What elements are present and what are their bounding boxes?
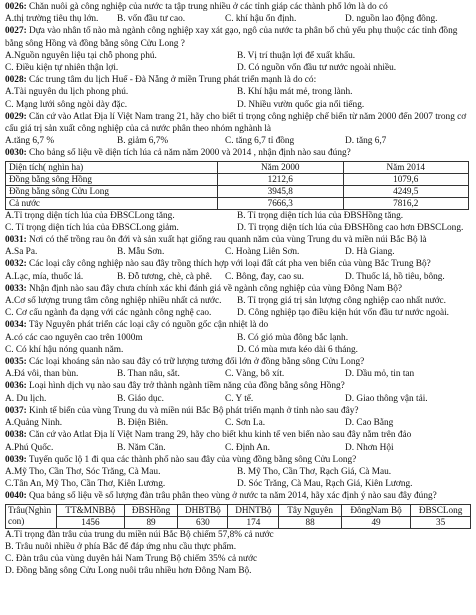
answer-option-b[interactable]: B. giảm 6,7% [117,136,169,147]
table-cell: 174 [228,516,279,528]
question-27 [5,25,471,74]
table-header-cell: Diện tích( nghìn ha) [6,161,218,173]
table-header-cell: Năm 2014 [343,161,469,173]
answer-option-c[interactable]: C. Mạng lưới sông ngòi dày đặc. [5,99,128,110]
answer-option-b[interactable]: B. vốn đầu tư cao. [117,14,186,25]
exam-page [5,0,471,577]
table-header-cell: Tây Nguyên [279,504,341,516]
answer-option-c[interactable]: C. Sơn La. [225,418,266,429]
answer-option-c[interactable]: C.Tân An, Mỹ Tho, Cần Thơ, Kiên Lương. [5,479,166,490]
answer-option-c[interactable]: C. Có khí hậu nóng quanh năm. [5,344,124,355]
question-number: 0040: [5,491,27,502]
question-number: 0039: [5,454,27,465]
question-number: 0034: [5,320,27,331]
table-row-header: Trâu(Nghìn con) [6,504,57,528]
question-number: 0035: [5,357,27,368]
answer-option-b[interactable]: B. Năm Căn. [117,442,166,453]
rice-area-table [5,161,469,210]
answer-option-d[interactable]: D. Giao thông vận tải. [345,393,428,404]
answer-option-c[interactable]: C. Vàng, bô xít. [225,369,285,380]
answer-option-c[interactable]: C. Hoàng Liên Sơn. [225,247,300,258]
answer-option-d[interactable]: D. Công nghiệp tạo điều kiện hút vốn đầu tư nước ngoài. [237,308,450,319]
question-text: Nhận định nào sau đây chưa chính xác khi đánh giá về ngành công nghiệp của vùng Đông Nam Bộ? [29,283,402,294]
question-text: Dựa vào nhân tố nào mà ngành công nghiệp xay xát gạo, ngô của nước ta phân bố chủ yếu phụ thuộc các tỉnh đồng bằng sông Hồng và đồng bằng sông Cửu Long ? [5,26,458,49]
table-row [6,516,471,528]
answer-option-d[interactable]: D. Cao Bằng [345,418,394,429]
question-text: Các trung tâm du lịch Huế - Đà Nẵng ở miền Trung phát triển mạnh là do có: [29,75,317,86]
answer-option-a[interactable]: A.Tỉ trọng đàn trâu của trung du miền núi Bắc Bộ chiếm 57,8% cả nước [5,529,274,540]
answer-option-b[interactable]: B. Vị trí thuận lợi để xuất khẩu. [237,50,356,61]
answer-option-c[interactable]: C. khí hậu ổn định. [225,14,297,25]
question-29 [5,111,471,148]
question-text: Căn cứ vào Atlat Địa lí Việt Nam trang 21, hãy cho biết tỉ trọng công nghiệp chế biến từ năm 2000 đến 2007 trong cơ cấu giá trị sản xuất công nghiệp của cả nước phân theo nhóm nghành là [5,111,467,135]
question-text: Nơi có thế trồng rau ôn đới và sản xuất hạt giống rau quanh năm của vùng Trung du và miền núi Bắc Bộ là [29,235,427,246]
table-cell: Đồng bằng sông Hồng [6,173,218,185]
question-36 [5,380,471,404]
answer-options [5,417,471,429]
answer-option-c[interactable]: C. Y tế. [225,393,254,404]
answer-option-c[interactable]: C. Đàn trâu của vùng duyên hải Nam Trung Bộ chiếm 35% cả nước [5,553,258,564]
answer-option-d[interactable]: D. Thuốc lá, hồ tiêu, bông. [345,271,445,282]
table-cell: 1079,6 [343,173,469,185]
answer-option-a[interactable]: A.Mỹ Tho, Cần Thơ, Sóc Trăng, Cà Mau. [5,466,161,477]
answer-option-b[interactable]: B. Tỉ trọng giá trị sản lượng công nghiệp cao nhất nước. [237,296,446,307]
answer-option-a[interactable]: A.Sa Pa. [5,247,38,258]
table-header-cell: TT&MNBBộ [57,504,125,516]
table-header-cell: ĐBSCLong [411,504,471,516]
answer-option-c[interactable]: C. tăng 6,7 tỉ đồng [225,136,295,147]
answer-option-a[interactable]: A.tăng 6,7 % [5,136,55,147]
answer-option-a[interactable]: A.Đá vôi, than bùn. [5,369,79,380]
answer-options [5,271,471,283]
question-33 [5,283,471,320]
question-35 [5,356,471,380]
table-cell: 88 [279,516,341,528]
answer-option-d[interactable]: D. Tỉ trọng diện tích lúa của ĐBSHồng cao hơn ĐBSCLong. [237,222,464,233]
question-38 [5,429,471,453]
answer-option-d[interactable]: D. Nhơn Hội [345,442,394,453]
table-header-cell: DHNTBộ [228,504,279,516]
answer-options [5,246,471,258]
answer-options [5,442,471,454]
answer-option-b[interactable]: B. Giáo dục. [117,393,164,404]
answer-options [5,368,471,380]
answer-option-b[interactable]: B. Than nâu, sắt. [117,369,180,380]
question-text: Tây Nguyên phát triển các loại cây có nguồn gốc cận nhiệt là do [28,320,269,331]
question-text: Các loại cây công nghiệp nào sau đây trồng thích hợp với loại đất cát pha ven biển của vùng Bắc Trung Bộ? [29,259,431,270]
table-cell: 630 [178,516,228,528]
answer-option-d[interactable]: D. nguồn lao động đông. [345,14,438,25]
question-40 [5,490,471,577]
answer-option-b[interactable]: B. Có gió mùa đông bắc lạnh. [237,332,349,343]
question-37 [5,405,471,429]
table-header-cell: Năm 2000 [218,161,344,173]
table-cell: 3945,8 [218,185,344,197]
table-cell: 7816,2 [343,197,469,209]
table-cell: 7666,3 [218,197,344,209]
question-text: Loại hình dịch vụ nào sau đây trở thành ngành tiềm năng của đồng bằng sông Hồng? [29,381,345,392]
question-number: 0029: [5,111,27,122]
answer-option-d[interactable]: D. Dầu mỏ, tin tan [345,369,415,380]
question-number: 0033: [5,283,27,294]
answer-option-b[interactable]: B. Đỗ tương, chè, cà phê. [117,271,212,282]
answer-options [5,86,471,110]
question-text: Kinh tế biển của vùng Trung du và miền núi Bắc Bộ phát triển mạnh ở tỉnh nào sau đây? [29,405,359,416]
answer-option-b[interactable]: B. Khí hậu mát mẻ, trong lành. [237,87,353,98]
question-number: 0027: [5,26,27,37]
answer-options [5,393,471,405]
answer-options [5,466,471,490]
question-text: Căn cứ vào Atlat Địa lí Việt Nam trang 29, hãy cho biết khu kinh tế ven biển nào sau đây nằm trên đảo [29,430,412,441]
answer-option-a[interactable]: A.có các cao nguyên cao trên 1000m [5,332,143,343]
answer-option-c[interactable]: C. Bông, đay, cao su. [225,271,304,282]
table-row [6,185,469,197]
question-number: 0037: [5,405,27,416]
answer-option-d[interactable]: D. Nhiều vườn quốc gia nổi tiếng. [237,99,365,110]
question-text: Qua bảng số liệu về số lượng đàn trâu phân theo vùng ở nước ta năm 2014, hãy xác định ý nào sau đây đúng? [29,491,437,502]
answer-option-b[interactable]: B. Điện Biên. [117,418,169,429]
question-number: 0036: [5,381,27,392]
answer-option-a[interactable]: A.Cơ số lượng trung tâm công nghiệp nhiều nhất cả nước. [5,296,222,307]
table-cell: 1212,6 [218,173,344,185]
question-34 [5,319,471,356]
answer-options [5,332,471,356]
table-cell: 1456 [57,516,125,528]
answer-option-d[interactable]: D. Đồng bằng sông Cửu Long nuôi trâu nhiều hơn Đông Nam Bộ. [5,566,252,577]
answer-option-a[interactable]: A.Lạc, mía, thuốc lá. [5,271,84,282]
table-cell: Cả nước [6,197,218,209]
question-39 [5,454,471,491]
question-28 [5,74,471,111]
question-text: Các loại khoáng sản nào sau đây có trữ lượng tương đối lớn ở đồng bằng sông Cửu Long? [29,357,365,368]
answer-option-a[interactable]: A.thị trường tiêu thụ lớn. [5,14,99,25]
answer-option-a[interactable]: A.Tài nguyên du lịch phong phú. [5,87,129,98]
question-32 [5,258,471,282]
answer-option-b[interactable]: B. Mẫu Sơn. [117,247,165,258]
answer-options [5,210,471,234]
answer-option-c[interactable]: C. Cơ cấu ngành đa dạng với các ngành công nghệ cao. [5,308,212,319]
question-text: Cho bảng số liệu về diện tích lúa cả năm năm 2000 và 2014 , nhận định nào sau đúng? [29,148,351,159]
answer-option-a[interactable]: A. Du lịch. [5,393,47,404]
answer-options [5,135,471,147]
question-31 [5,234,471,258]
table-header-cell: ĐBSHồng [124,504,177,516]
table-header-row [6,504,471,516]
answer-option-b[interactable]: B. Mỹ Tho, Cần Thơ, Rạch Giá, Cà Mau. [237,466,392,477]
question-text: Chăn nuôi gà công nghiệp của nước ta tập trung nhiều ở các tỉnh giáp các thành phố lớn là do có [29,2,388,12]
question-number: 0030: [5,148,27,159]
table-header-cell: ĐôngNam Bộ [341,504,410,516]
answer-option-d[interactable]: D. Sóc Trăng, Cà Mau, Rạch Giá, Kiên Lương. [237,479,413,490]
table-cell: 4249,5 [343,185,469,197]
table-cell: Đồng bằng sông Cửu Long [6,185,218,197]
question-number: 0038: [5,430,27,441]
answer-option-d[interactable]: D. Có nguồn vốn đầu tư nước ngoài nhiều. [237,63,397,74]
answer-option-a[interactable]: A.Nguồn nguyên liệu tại chỗ phong phú. [5,50,157,61]
question-number: 0026: [5,2,27,12]
answer-option-a[interactable]: A.Tỉ trọng diện tích lúa của ĐBSCLong tăng. [5,210,175,221]
table-cell: 89 [124,516,177,528]
answer-options [5,295,471,319]
answer-option-c[interactable]: C. Điều kiện tự nhiên thận lợi. [5,63,119,74]
answer-option-a[interactable]: A.Phú Quốc. [5,442,54,453]
answer-option-b[interactable]: B. Tỉ trọng diện tích lúa của ĐBSHồng tăng. [237,210,404,221]
table-row [6,173,469,185]
table-header-row [6,161,469,173]
answer-option-c[interactable]: C. Định An. [225,442,270,453]
buffalo-table [5,504,471,529]
questions-31-39 [5,234,471,490]
answer-option-c[interactable]: C. Tỉ trọng diện tích lúa của ĐBSCLong giảm. [5,222,179,233]
answer-option-d[interactable]: D. tăng 6,7 [345,136,387,147]
table-cell: 35 [411,516,471,528]
question-text: Tuyến quốc lộ 1 đi qua các thành phố nào sau đây của vùng đồng bằng sông Cửu Long? [28,454,357,465]
answer-option-d[interactable]: D. Hà Giang. [345,247,395,258]
question-30 [5,147,471,234]
table-row [6,197,469,209]
table-cell: 49 [341,516,410,528]
answer-option-a[interactable]: A.Quảng Ninh. [5,418,63,429]
question-number: 0032: [5,259,27,270]
answer-option-b[interactable]: B. Trâu nuôi nhiều ở phía Bắc để đáp ứng nhu cầu thực phẩm. [5,541,237,552]
question-number: 0031: [5,235,27,246]
questions-26-29 [5,1,471,147]
answer-options [5,50,471,74]
question-number: 0028: [5,75,27,86]
answer-options [5,13,471,25]
answer-option-d[interactable]: D. Có mùa mưa kéo dài 6 tháng. [237,344,358,355]
question-26 [5,1,471,25]
table-header-cell: DHBTBộ [178,504,228,516]
